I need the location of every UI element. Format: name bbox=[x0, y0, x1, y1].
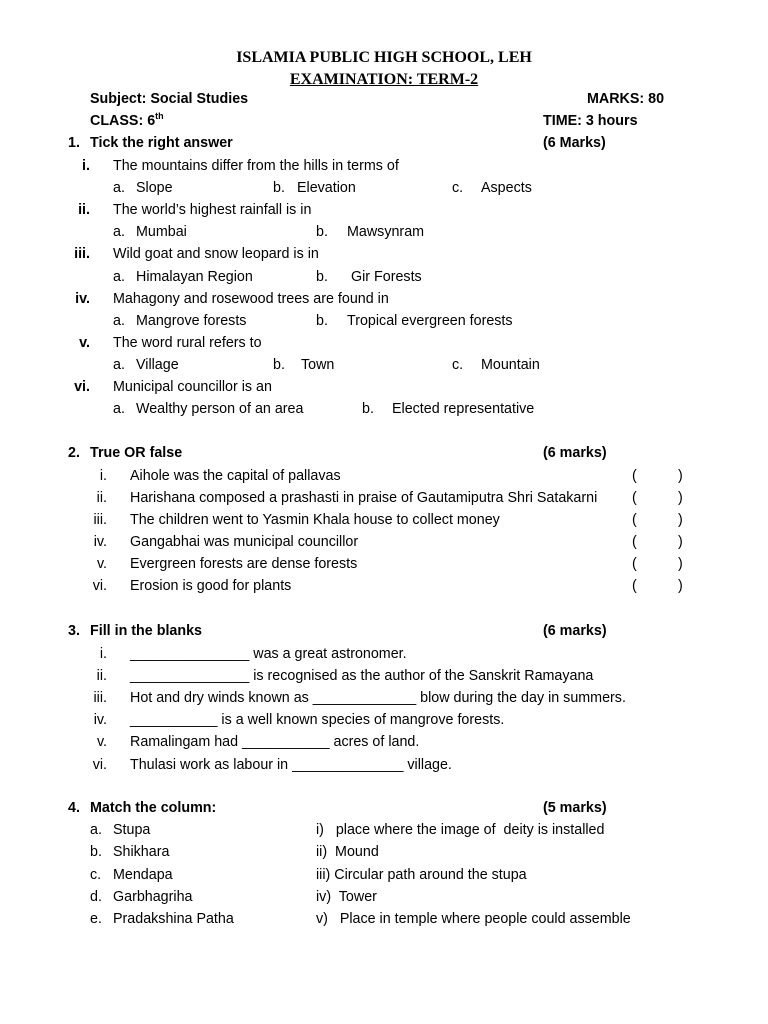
match-letter: d. bbox=[90, 889, 102, 905]
q2-item-text: Aihole was the capital of pallavas bbox=[130, 468, 341, 484]
q2-item-text: Harishana composed a prashasti in praise of Gautamiputra Shri Satakarni bbox=[130, 490, 598, 506]
match-right-item: i) place where the image of deity is installed bbox=[316, 822, 605, 838]
match-left-item: Pradakshina Patha bbox=[113, 911, 234, 927]
q2-item-text: Gangabhai was municipal councillor bbox=[130, 534, 359, 550]
class-superscript: th bbox=[155, 111, 164, 122]
q2-marks: (6 marks) bbox=[543, 445, 607, 461]
option-letter: a. bbox=[113, 401, 125, 417]
option-text: Village bbox=[136, 357, 179, 373]
q1-item-text: The world’s highest rainfall is in bbox=[113, 202, 312, 218]
answer-paren-close: ) bbox=[678, 556, 683, 572]
option-letter: a. bbox=[113, 357, 125, 373]
answer-paren-open: ( bbox=[632, 578, 637, 594]
match-left-item: Shikhara bbox=[113, 844, 170, 860]
option-letter: a. bbox=[113, 269, 125, 285]
q2-item-num: ii. bbox=[96, 490, 107, 506]
q2-title: True OR false bbox=[90, 445, 183, 461]
q1-item-num: iii. bbox=[74, 246, 90, 262]
q3-item-num: v. bbox=[96, 734, 107, 750]
option-letter: a. bbox=[113, 180, 125, 196]
q3-item-text: ___________ is a well known species of mangrove forests. bbox=[130, 712, 505, 728]
q3-item-num: iii. bbox=[93, 690, 107, 706]
exam-time: TIME: 3 hours bbox=[543, 113, 638, 129]
answer-paren-open: ( bbox=[632, 556, 637, 572]
exam-title bbox=[0, 71, 768, 89]
class-label bbox=[90, 112, 164, 130]
q2-item-num: iii. bbox=[93, 512, 107, 528]
q1-item-text: Mahagony and rosewood trees are found in bbox=[113, 291, 389, 307]
match-left-item: Stupa bbox=[113, 822, 151, 838]
match-letter: c. bbox=[90, 867, 102, 883]
match-left-item: Garbhagriha bbox=[113, 889, 193, 905]
option-letter: a. bbox=[113, 313, 125, 329]
q2-item-num: iv. bbox=[93, 534, 107, 550]
q1-item-num: vi. bbox=[74, 379, 90, 395]
answer-paren-close: ) bbox=[678, 468, 683, 484]
option-text: Mawsynram bbox=[347, 224, 425, 240]
match-right-item: iii) Circular path around the stupa bbox=[316, 867, 527, 883]
answer-paren-open: ( bbox=[632, 490, 637, 506]
option-letter: c. bbox=[452, 357, 464, 373]
q3-number: 3. bbox=[68, 623, 80, 639]
match-left-item: Mendapa bbox=[113, 867, 173, 883]
match-letter: b. bbox=[90, 844, 102, 860]
q1-item-text: The word rural refers to bbox=[113, 335, 262, 351]
q2-item-text: Erosion is good for plants bbox=[130, 578, 292, 594]
q3-title: Fill in the blanks bbox=[90, 623, 203, 639]
answer-paren-open: ( bbox=[632, 468, 637, 484]
answer-paren-close: ) bbox=[678, 578, 683, 594]
match-right-item: ii) Mound bbox=[316, 844, 379, 860]
q3-item-num: iv. bbox=[93, 712, 107, 728]
q2-item-num: vi. bbox=[92, 578, 107, 594]
option-text: Elevation bbox=[297, 180, 356, 196]
q3-item-num: i. bbox=[99, 646, 107, 662]
exam-title-text: EXAMINATION: TERM-2 bbox=[289, 71, 479, 88]
option-text: Mumbai bbox=[136, 224, 187, 240]
option-letter: b. bbox=[362, 401, 374, 417]
answer-paren-open: ( bbox=[632, 512, 637, 528]
subject-label: Subject: Social Studies bbox=[90, 91, 249, 107]
class-text: CLASS: 6 bbox=[90, 113, 156, 129]
q3-item-text: Thulasi work as labour in ______________ village. bbox=[130, 757, 452, 773]
q1-item-text: Municipal councillor is an bbox=[113, 379, 272, 395]
q3-item-text: _______________ is recognised as the author of the Sanskrit Ramayana bbox=[130, 668, 594, 684]
q2-item-text: The children went to Yasmin Khala house to collect money bbox=[130, 512, 500, 528]
q4-marks: (5 marks) bbox=[543, 800, 607, 816]
q3-item-text: Hot and dry winds known as _____________ blow during the day in summers. bbox=[130, 690, 626, 706]
q2-item-num: v. bbox=[96, 556, 107, 572]
option-text: Gir Forests bbox=[351, 269, 422, 285]
match-letter: e. bbox=[90, 911, 102, 927]
match-letter: a. bbox=[90, 822, 102, 838]
q3-item-text: Ramalingam had ___________ acres of land. bbox=[130, 734, 420, 750]
option-text: Town bbox=[301, 357, 335, 373]
q1-item-num: ii. bbox=[78, 202, 90, 218]
q1-item-num: iv. bbox=[75, 291, 90, 307]
answer-paren-close: ) bbox=[678, 490, 683, 506]
q2-number: 2. bbox=[68, 445, 80, 461]
q4-number: 4. bbox=[68, 800, 80, 816]
q1-marks: (6 Marks) bbox=[543, 135, 606, 151]
option-text: Elected representative bbox=[392, 401, 535, 417]
answer-paren-close: ) bbox=[678, 534, 683, 550]
option-text: Aspects bbox=[481, 180, 532, 196]
school-name: ISLAMIA PUBLIC HIGH SCHOOL, LEH bbox=[236, 49, 532, 66]
marks-total: MARKS: 80 bbox=[587, 91, 665, 107]
q1-item-num: i. bbox=[82, 158, 90, 174]
q1-item-num: v. bbox=[79, 335, 90, 351]
q1-item-text: The mountains differ from the hills in terms of bbox=[113, 158, 399, 174]
q3-marks: (6 marks) bbox=[543, 623, 607, 639]
option-text: Mangrove forests bbox=[136, 313, 247, 329]
option-letter: b. bbox=[273, 180, 285, 196]
q1-number: 1. bbox=[68, 135, 80, 151]
option-text: Tropical evergreen forests bbox=[347, 313, 513, 329]
answer-paren-open: ( bbox=[632, 534, 637, 550]
option-letter: b. bbox=[316, 269, 328, 285]
option-letter: b. bbox=[273, 357, 285, 373]
option-letter: a. bbox=[113, 224, 125, 240]
option-text: Wealthy person of an area bbox=[136, 401, 304, 417]
q3-item-text: _______________ was a great astronomer. bbox=[130, 646, 407, 662]
q1-title: Tick the right answer bbox=[90, 135, 233, 151]
q2-item-text: Evergreen forests are dense forests bbox=[130, 556, 358, 572]
match-right-item: v) Place in temple where people could assemble bbox=[316, 911, 631, 927]
q3-item-num: ii. bbox=[96, 668, 107, 684]
q2-item-num: i. bbox=[99, 468, 107, 484]
match-right-item: iv) Tower bbox=[316, 889, 377, 905]
option-letter: c. bbox=[452, 180, 464, 196]
option-letter: b. bbox=[316, 313, 328, 329]
answer-paren-close: ) bbox=[678, 512, 683, 528]
option-text: Slope bbox=[136, 180, 173, 196]
option-text: Himalayan Region bbox=[136, 269, 253, 285]
option-text: Mountain bbox=[481, 357, 540, 373]
q1-item-text: Wild goat and snow leopard is in bbox=[113, 246, 319, 262]
option-letter: b. bbox=[316, 224, 328, 240]
q4-title: Match the column: bbox=[90, 800, 217, 816]
q3-item-num: vi. bbox=[92, 757, 107, 773]
